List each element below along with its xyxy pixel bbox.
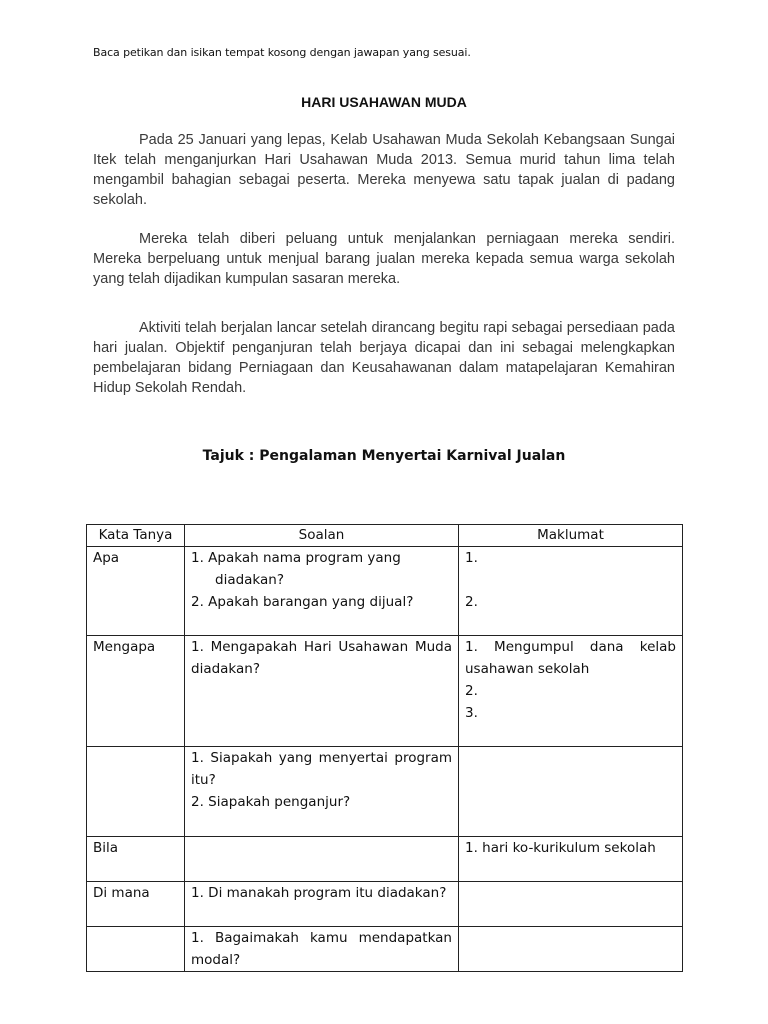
soalan-cell bbox=[185, 882, 459, 927]
header-kata-tanya: Kata Tanya bbox=[87, 525, 185, 547]
soalan-line: 1. Di manakah program itu diadakan? bbox=[191, 885, 447, 901]
maklumat-cell-blank[interactable] bbox=[459, 927, 683, 972]
soalan-line: 1. Siapakah yang menyertai program itu? bbox=[191, 750, 452, 788]
paragraph-1: Pada 25 Januari yang lepas, Kelab Usahawan Muda Sekolah Kebangsaan Sungai Itek telah menganjurkan Hari Usahawan Muda 2013. Semua murid tahun lima telah mengambil bahagian sebagai peserta. Mereka menyewa satu tapak jualan di padang sekolah. bbox=[93, 132, 675, 208]
header-soalan: Soalan bbox=[185, 525, 459, 547]
maklumat-line: 2. bbox=[465, 683, 478, 699]
maklumat-line: 1. hari ko-kurikulum sekolah bbox=[465, 840, 656, 856]
question-table bbox=[86, 524, 683, 972]
kata-tanya-cell: Mengapa bbox=[87, 636, 185, 747]
kata-tanya-cell-blank[interactable] bbox=[87, 747, 185, 837]
document-title: HARI USAHAWAN MUDA bbox=[301, 94, 467, 110]
maklumat-line: 3. bbox=[465, 705, 478, 721]
table-row-di-mana bbox=[87, 882, 683, 927]
maklumat-line: 1. bbox=[465, 550, 478, 566]
soalan-line: 1. Bagaimakah kamu mendapatkan modal? bbox=[191, 930, 452, 968]
maklumat-cell-blank[interactable] bbox=[459, 882, 683, 927]
kata-tanya-cell: Bila bbox=[87, 837, 185, 882]
table-header-row bbox=[87, 525, 683, 547]
table-row-mengapa bbox=[87, 636, 683, 747]
soalan-cell bbox=[185, 747, 459, 837]
maklumat-cell[interactable] bbox=[459, 547, 683, 636]
soalan-cell bbox=[185, 547, 459, 636]
maklumat-cell-blank[interactable] bbox=[459, 747, 683, 837]
paragraph-3: Aktiviti telah berjalan lancar setelah dirancang begitu rapi sebagai persediaan pada hari jualan. Objektif penganjuran telah berjaya dicapai dan ini sebagai melengkapkan pembelajaran bidang Perniagaan dan Keusahawanan dalam matapelajaran Kemahiran Hidup Sekolah Rendah. bbox=[93, 320, 675, 396]
table-row-apa bbox=[87, 547, 683, 636]
soalan-line: 2. Apakah barangan yang dijual? bbox=[191, 594, 414, 610]
maklumat-line: 2. bbox=[465, 594, 478, 610]
soalan-line: 1. Apakah nama program yang bbox=[191, 550, 401, 566]
soalan-line: diadakan? bbox=[215, 572, 285, 588]
soalan-cell bbox=[185, 927, 459, 972]
paragraph-2: Mereka telah diberi peluang untuk menjalankan perniagaan mereka sendiri. Mereka berpeluang untuk menjual barang jualan mereka kepada semua warga sekolah yang telah dijadikan kumpulan sasaran mereka. bbox=[93, 231, 675, 287]
maklumat-line: 1. Mengumpul dana kelab usahawan sekolah bbox=[465, 639, 676, 677]
kata-tanya-cell-blank[interactable] bbox=[87, 927, 185, 972]
kata-tanya-cell: Di mana bbox=[87, 882, 185, 927]
maklumat-cell bbox=[459, 837, 683, 882]
table-row-siapa bbox=[87, 747, 683, 837]
maklumat-cell[interactable] bbox=[459, 636, 683, 747]
table-row-bila bbox=[87, 837, 683, 882]
instruction-text: Baca petikan dan isikan tempat kosong dengan jawapan yang sesuai. bbox=[93, 46, 471, 59]
soalan-line: 1. Mengapakah Hari Usahawan Muda diadakan? bbox=[191, 639, 452, 677]
kata-tanya-cell: Apa bbox=[87, 547, 185, 636]
table-row-bagaimana bbox=[87, 927, 683, 972]
header-maklumat: Maklumat bbox=[459, 525, 683, 547]
section-heading: Tajuk : Pengalaman Menyertai Karnival Jualan bbox=[202, 448, 566, 464]
soalan-line: 2. Siapakah penganjur? bbox=[191, 794, 351, 810]
soalan-cell-blank[interactable] bbox=[185, 837, 459, 882]
soalan-cell bbox=[185, 636, 459, 747]
